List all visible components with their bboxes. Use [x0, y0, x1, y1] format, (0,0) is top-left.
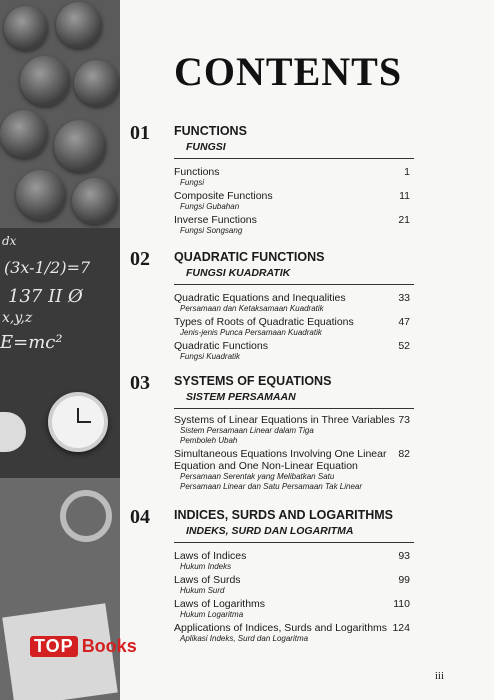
entry-page: 1: [404, 166, 410, 178]
entry-title: Laws of Surds: [174, 574, 241, 586]
toc-entry[interactable]: [174, 292, 422, 314]
toc-entry[interactable]: [174, 414, 422, 446]
weights-photo: [0, 0, 120, 228]
watermark-top: TOP: [30, 636, 78, 657]
watermark-books: Books: [81, 636, 137, 656]
chapter-title: SYSTEMS OF EQUATIONS: [174, 374, 332, 388]
entry-page: 47: [398, 316, 410, 328]
chapter-subtitle: SISTEM PERSAMAAN: [186, 391, 296, 403]
entry-subtitle: Sistem Persamaan Linear dalam Tiga: [180, 426, 314, 435]
entry-subtitle: Fungsi: [180, 178, 205, 187]
chapter-title: INDICES, SURDS AND LOGARITHMS: [174, 508, 393, 522]
toc-entry[interactable]: [174, 622, 422, 644]
entry-page: 33: [398, 292, 410, 304]
chapter-number: 02: [130, 248, 150, 270]
toc-entry[interactable]: [174, 190, 422, 212]
chapter-divider: [174, 408, 414, 409]
entry-page: 11: [399, 190, 410, 202]
entry-title: Quadratic Functions: [174, 340, 268, 352]
chapter-title: FUNCTIONS: [174, 124, 247, 138]
weight-shape: [20, 56, 70, 106]
entry-page: 110: [393, 598, 410, 610]
chapter-divider: [174, 284, 414, 285]
entry-subtitle: Persamaan dan Ketaksamaan Kuadratik: [180, 304, 324, 313]
entry-page: 124: [392, 622, 410, 634]
entry-subtitle: Fungsi Songsang: [180, 226, 243, 235]
toc-entry[interactable]: [174, 166, 422, 188]
chapter-number: 01: [130, 122, 150, 144]
toc-entry[interactable]: [174, 598, 422, 620]
entry-title: Systems of Linear Equations in Three Variables: [174, 414, 395, 426]
chalk-text: dx: [2, 234, 17, 248]
weight-shape: [16, 170, 66, 220]
alarm-clock-icon: [48, 392, 108, 452]
chalk-text: 137 II Ø: [8, 286, 83, 307]
weight-shape: [74, 60, 120, 106]
entry-subtitle-line2: Pemboleh Ubah: [180, 436, 238, 445]
entry-title: Composite Functions: [174, 190, 273, 202]
entry-subtitle: Aplikasi Indeks, Surd dan Logaritma: [180, 634, 309, 643]
entry-subtitle: Hukum Logaritma: [180, 610, 244, 619]
page-number: iii: [434, 670, 444, 682]
weight-shape: [54, 120, 106, 172]
chalk-text: (3x-1/2)=7: [4, 258, 91, 277]
entry-title: Types of Roots of Quadratic Equations: [174, 316, 354, 328]
entry-title: Applications of Indices, Surds and Logarithms: [174, 622, 388, 634]
chalk-text: E=mc²: [0, 332, 63, 353]
entry-subtitle: Fungsi Gubahan: [180, 202, 240, 211]
weight-shape: [0, 110, 48, 158]
entry-subtitle: Hukum Indeks: [180, 562, 232, 571]
entry-page: 52: [398, 340, 410, 352]
chapter-number: 04: [130, 506, 150, 528]
entry-title: Simultaneous Equations Involving One Linear: [174, 448, 387, 460]
toc-entry[interactable]: [174, 316, 422, 338]
topbooks-watermark-logo: [30, 636, 137, 657]
weight-shape: [4, 6, 48, 50]
chapter-subtitle: FUNGSI KUADRATIK: [186, 267, 291, 279]
entry-page: 82: [398, 448, 410, 460]
entry-page: 73: [398, 414, 410, 426]
entry-subtitle: Fungsi Kuadratik: [180, 352, 241, 361]
toc-entry[interactable]: [174, 574, 422, 596]
entry-page: 99: [398, 574, 410, 586]
toc-entry[interactable]: [174, 340, 422, 362]
entry-title: Inverse Functions: [174, 214, 257, 226]
toc-entry[interactable]: [174, 214, 422, 236]
entry-subtitle: Hukum Surd: [180, 586, 225, 595]
cover-photo-strip: [0, 0, 120, 700]
chapter-title: QUADRATIC FUNCTIONS: [174, 250, 325, 264]
toc-entry[interactable]: [174, 550, 422, 572]
entry-title: Laws of Indices: [174, 550, 247, 562]
entry-page: 93: [398, 550, 410, 562]
entry-title: Quadratic Equations and Inequalities: [174, 292, 346, 304]
entry-page: 21: [398, 214, 410, 226]
chapter-divider: [174, 542, 414, 543]
entry-title: Functions: [174, 166, 220, 178]
entry-title-line2: Equation and One Non-Linear Equation: [174, 460, 358, 472]
weight-shape: [72, 178, 118, 224]
page-title: CONTENTS: [174, 49, 403, 94]
chapter-divider: [174, 158, 414, 159]
chapter-subtitle: FUNGSI: [186, 141, 226, 153]
weight-shape: [56, 2, 102, 48]
entry-title: Laws of Logarithms: [174, 598, 266, 610]
stethoscope-shape: [60, 490, 112, 542]
toc-entry[interactable]: [174, 448, 422, 492]
entry-subtitle-line2: Persamaan Linear dan Satu Persamaan Tak Linear: [180, 482, 363, 491]
chapter-subtitle: INDEKS, SURD DAN LOGARITMA: [186, 525, 354, 537]
chapter-number: 03: [130, 372, 150, 394]
entry-subtitle: Jenis-jenis Punca Persamaan Kuadratik: [180, 328, 322, 337]
chalk-text: x,y,z: [2, 310, 33, 326]
entry-subtitle: Persamaan Serentak yang Melibatkan Satu: [180, 472, 335, 481]
